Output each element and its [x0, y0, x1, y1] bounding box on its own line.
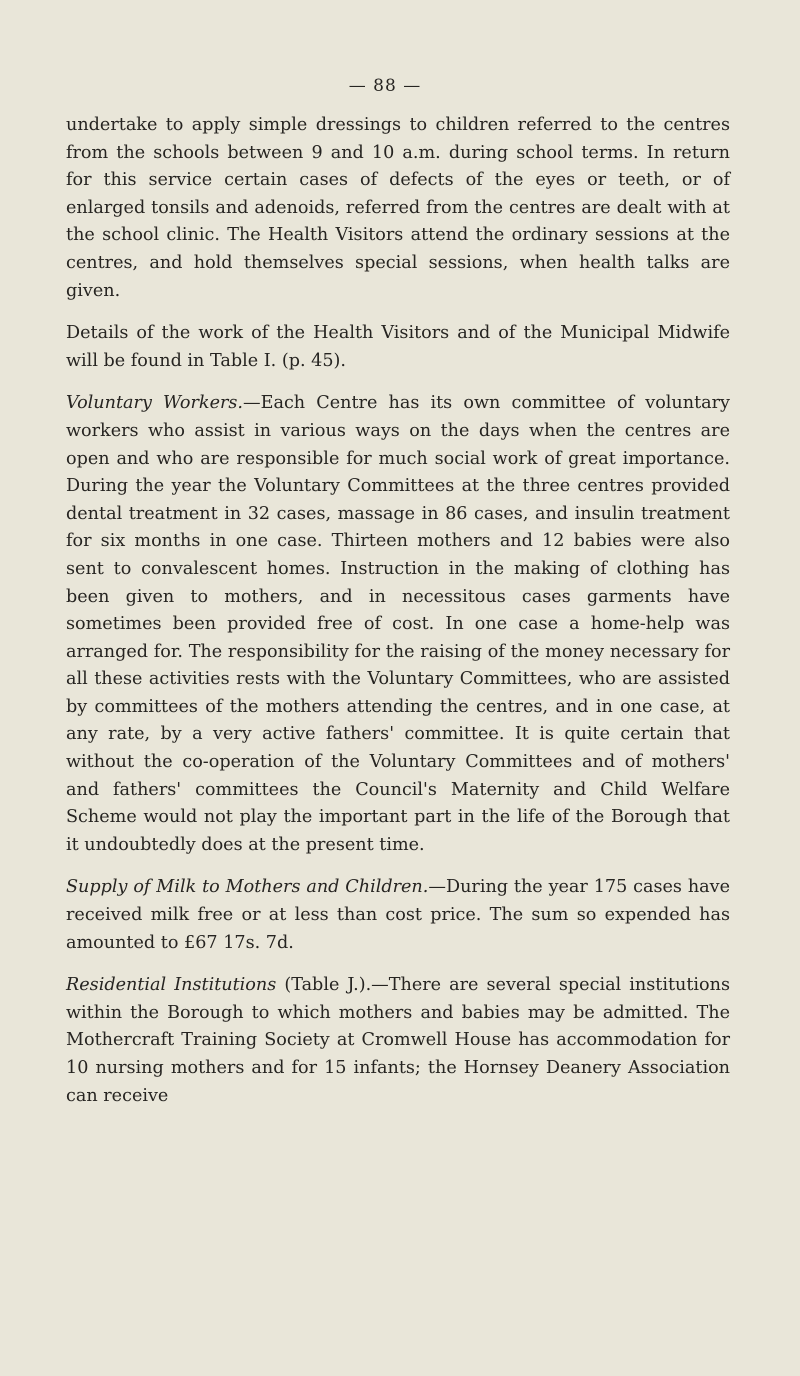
paragraph-details-reference — [66, 320, 730, 375]
paragraph-milk-supply — [66, 874, 730, 957]
paragraph-heading: Supply of Milk to Mothers and Children. — [66, 877, 429, 898]
body-text — [66, 112, 730, 1125]
paragraph-text: undertake to apply simple dressings to children referred to the centres from the schools between 9 and 10 a.m. during school terms. In return for this service certain cases of defects of the eyes or teeth, or of enlarged tonsils and adenoids, referred from the centres are dealt with at the school clinic. The Health Visitors attend the ordinary sessions at the centres, and hold themselves special sessions, when health talks are given. — [66, 115, 730, 301]
paragraph-text: —During the year 175 cases have received milk free or at less than cost price. The sum so expended has amounted to £67 17s. 7d. — [66, 877, 730, 953]
paragraph-clinic-services — [66, 112, 730, 305]
page-number: — 88 — — [348, 76, 422, 96]
paragraph-text: (Table J.).—There are several special institutions within the Borough to which mothers and babies may be admitted. The Mothercraft Training Society at Cromwell House has accommodation for 10 nursing mothers and for 15 infants; the Hornsey Deanery Association can receive — [66, 975, 730, 1106]
paragraph-residential-institutions — [66, 972, 730, 1110]
paragraph-heading: Voluntary Workers. — [66, 393, 244, 414]
paragraph-text: —Each Centre has its own committee of voluntary workers who assist in various ways on the days when the centres are open and who are responsible for much social work of great importance. During the year the Voluntary Committees at the three centres provided dental treatment in 32 cases, massage in 86 cases, and insulin treatment for six months in one case. Thirteen mothers and 12 babies were also sent to convalescent homes. Instruction in the making of clothing has been given to mothers, and in necessitous cases garments have sometimes been provided free of cost. In one case a home-help was arranged for. The responsibility for the raising of the money necessary for all these activities rests with the Voluntary Committees, who are assisted by committees of the mothers attending the centres, and in one case, at any rate, by a very active fathers' committee. It is quite certain that without the co-operation of the Voluntary Committees and of mothers' and fathers' committees the Council's Maternity and Child Welfare Scheme would not play the important part in the life of the Borough that it undoubtedly does at the present time. — [66, 393, 730, 855]
paragraph-text: Details of the work of the Health Visitors and of the Municipal Midwife will be found in Table I. (p. 45). — [66, 323, 730, 371]
paragraph-voluntary-workers — [66, 390, 730, 859]
paragraph-heading: Residential Institutions — [66, 975, 277, 996]
